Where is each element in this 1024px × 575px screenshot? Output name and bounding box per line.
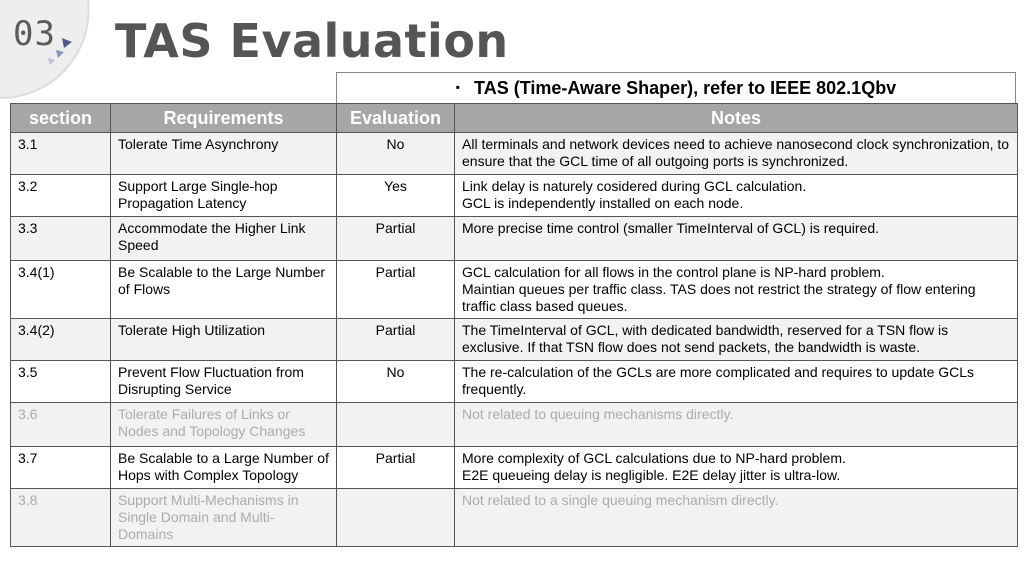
note-line: The re-calculation of the GCLs are more complicated and requires to update GCLs frequently. xyxy=(462,364,975,397)
notes-cell xyxy=(455,447,1018,489)
evaluation-cell xyxy=(337,403,455,447)
requirement-cell: Accommodate the Higher Link Speed xyxy=(111,217,337,261)
note-line: The TimeInterval of GCL, with dedicated bandwidth, reserved for a TSN flow is exclusive. If that TSN flow does not send packets, the bandwidth is waste. xyxy=(462,322,949,355)
notes-cell xyxy=(455,175,1018,217)
subtitle-text: TAS (Time-Aware Shaper), refer to IEEE 802.1Qbv xyxy=(474,78,897,98)
requirement-cell: Prevent Flow Fluctuation from Disrupting Service xyxy=(111,361,337,403)
table-row xyxy=(11,175,1018,217)
section-cell: 3.3 xyxy=(11,217,111,261)
note-line: E2E queueing delay is negligible. E2E delay jitter is ultra-low. xyxy=(462,467,841,483)
notes-cell xyxy=(455,403,1018,447)
table-header-row xyxy=(11,104,1018,133)
requirement-cell: Tolerate Time Asynchrony xyxy=(111,133,337,175)
table-row xyxy=(11,447,1018,489)
evaluation-cell: No xyxy=(337,133,455,175)
requirement-cell: Be Scalable to a Large Number of Hops with Complex Topology xyxy=(111,447,337,489)
notes-cell xyxy=(455,361,1018,403)
header-section: section xyxy=(11,104,111,133)
evaluation-cell: Partial xyxy=(337,261,455,319)
evaluation-cell: No xyxy=(337,361,455,403)
note-line: Link delay is naturely cosidered during GCL calculation. xyxy=(462,178,807,194)
note-line: Not related to a single queuing mechanism directly. xyxy=(462,492,779,508)
table-row xyxy=(11,133,1018,175)
subtitle-box xyxy=(336,72,1016,103)
note-line: Maintian queues per traffic class. TAS does not restrict the strategy of flow entering traffic class based queues. xyxy=(462,281,976,314)
table-row xyxy=(11,217,1018,261)
requirement-cell: Support Multi-Mechanisms in Single Domain and Multi-Domains xyxy=(111,489,337,547)
notes-cell xyxy=(455,319,1018,361)
note-line: Not related to queuing mechanisms directly. xyxy=(462,406,734,422)
section-cell: 3.7 xyxy=(11,447,111,489)
bullet-icon: ▪ xyxy=(455,80,461,94)
section-cell: 3.4(1) xyxy=(11,261,111,319)
evaluation-cell: Partial xyxy=(337,447,455,489)
note-line: GCL is independently installed on each node. xyxy=(462,195,744,211)
requirement-cell: Be Scalable to the Large Number of Flows xyxy=(111,261,337,319)
table-row xyxy=(11,489,1018,547)
note-line: More complexity of GCL calculations due to NP-hard problem. xyxy=(462,450,846,466)
requirements-table xyxy=(10,103,1018,547)
notes-cell xyxy=(455,261,1018,319)
requirement-cell: Tolerate Failures of Links or Nodes and Topology Changes xyxy=(111,403,337,447)
note-line: GCL calculation for all flows in the control plane is NP-hard problem. xyxy=(462,264,885,280)
table-row xyxy=(11,261,1018,319)
note-line: More precise time control (smaller TimeInterval of GCL) is required. xyxy=(462,220,880,236)
section-cell: 3.6 xyxy=(11,403,111,447)
table-row xyxy=(11,403,1018,447)
section-cell: 3.4(2) xyxy=(11,319,111,361)
evaluation-cell: Partial xyxy=(337,217,455,261)
evaluation-cell: Partial xyxy=(337,319,455,361)
evaluation-cell xyxy=(337,489,455,547)
note-line: All terminals and network devices need to achieve nanosecond clock synchronization, to ensure that the GCL time of all outgoing ports is synchronized. xyxy=(462,136,1010,169)
page-title: TAS Evaluation xyxy=(115,14,509,68)
table-row xyxy=(11,319,1018,361)
notes-cell xyxy=(455,489,1018,547)
evaluation-cell: Yes xyxy=(337,175,455,217)
header-notes: Notes xyxy=(455,104,1018,133)
header-evaluation: Evaluation xyxy=(337,104,455,133)
requirement-cell: Support Large Single-hop Propagation Latency xyxy=(111,175,337,217)
section-cell: 3.8 xyxy=(11,489,111,547)
slide-number: 03 xyxy=(13,14,56,54)
requirement-cell: Tolerate High Utilization xyxy=(111,319,337,361)
notes-cell xyxy=(455,133,1018,175)
section-cell: 3.5 xyxy=(11,361,111,403)
header-requirements: Requirements xyxy=(111,104,337,133)
section-cell: 3.1 xyxy=(11,133,111,175)
notes-cell xyxy=(455,217,1018,261)
section-cell: 3.2 xyxy=(11,175,111,217)
table-row xyxy=(11,361,1018,403)
